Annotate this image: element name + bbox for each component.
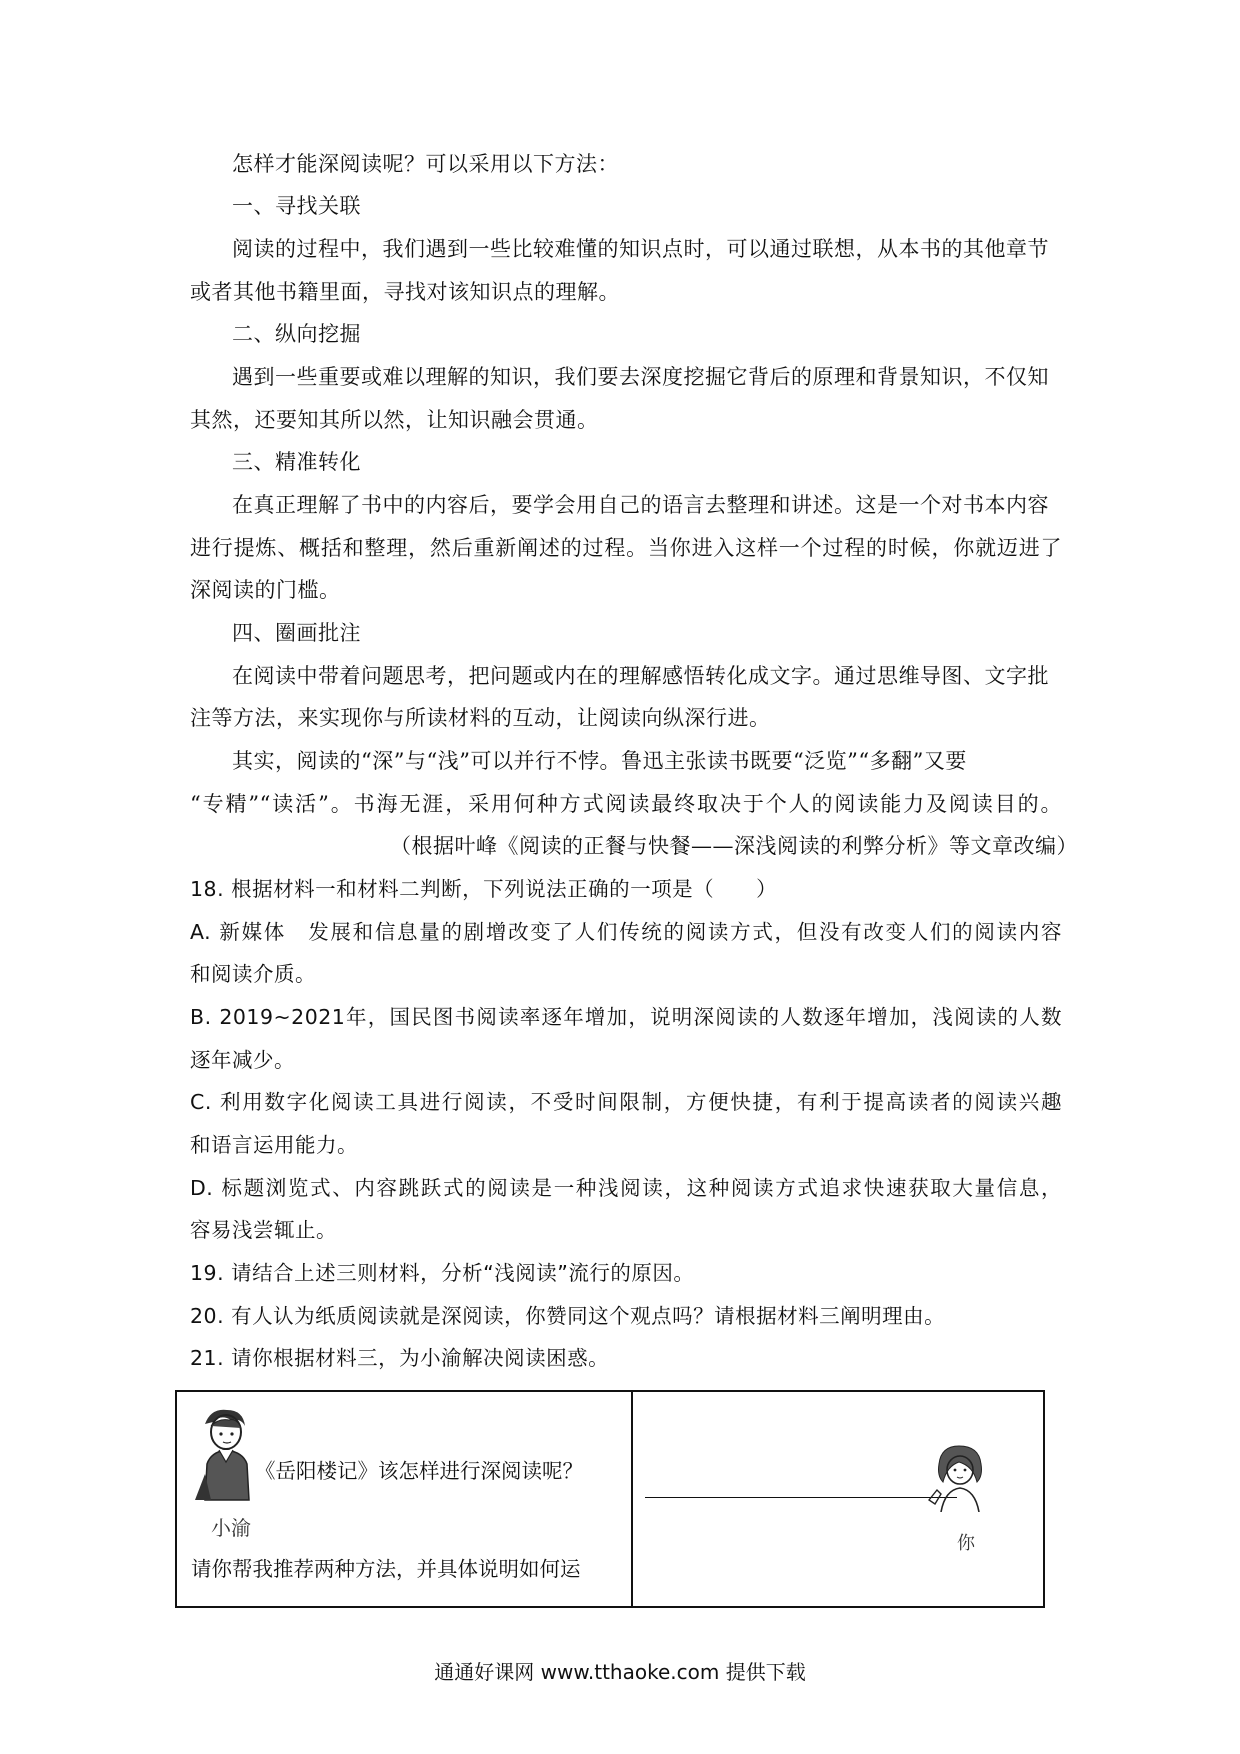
method-4-line-2: 注等方法，来实现你与所读材料的互动，让阅读向纵深行进。 [190,706,771,730]
source-note: （根据叶峰《阅读的正餐与快餐——深浅阅读的利弊分析》等文章改编） [390,834,1078,858]
option-a-line-1: A. 新媒体 发展和信息量的剧增改变了人们传统的阅读方式，但没有改变人们的阅读内容 [190,920,1062,944]
method-3-line-3: 深阅读的门槛。 [190,578,341,602]
method-1-line-1: 阅读的过程中，我们遇到一些比较难懂的知识点时，可以通过联想，从本书的其他章节 [232,237,1049,261]
girl-illustration-icon [925,1442,999,1512]
dialog-divider [631,1392,633,1606]
option-d-line-2: 容易浅尝辄止。 [190,1218,337,1242]
intro-line: 怎样才能深阅读呢？可以采用以下方法： [232,152,619,176]
footer-credit: 通通好课网 www.tthaoke.com 提供下载 [434,1660,806,1684]
option-c-line-1: C. 利用数字化阅读工具进行阅读，不受时间限制，方便快捷，有利于提高读者的阅读兴趣 [190,1090,1062,1114]
question-18: 18. 根据材料一和材料二判断，下列说法正确的一项是（ ） [190,877,778,901]
method-2-line-1: 遇到一些重要或难以理解的知识，我们要去深度挖掘它背后的原理和背景知识，不仅知 [232,365,1049,389]
question-21: 21. 请你根据材料三，为小渝解决阅读困惑。 [190,1346,610,1370]
answer-line[interactable] [645,1497,957,1498]
method-3-line-2: 进行提炼、概括和整理，然后重新阐述的过程。当你进入这样一个过程的时候，你就迈进了 [190,536,1062,560]
method-1-line-2: 或者其他书籍里面，寻找对该知识点的理解。 [190,280,620,304]
method-4-title: 四、圈画批注 [232,621,361,645]
method-3-line-1: 在真正理解了书中的内容后，要学会用自己的语言去整理和讲述。这是一个对书本内容 [232,493,1049,517]
dialog-box [175,1390,1045,1608]
option-d-line-1: D. 标题浏览式、内容跳跃式的阅读是一种浅阅读，这种阅读方式追求快速获取大量信息， [190,1176,1062,1200]
boy-illustration-icon [191,1404,257,1504]
question-20: 20. 有人认为纸质阅读就是深阅读，你赞同这个观点吗？请根据材料三阐明理由。 [190,1304,946,1328]
dialog-question: 《岳阳楼记》该怎样进行深阅读呢？ [255,1459,583,1483]
conclusion-line-1: 其实，阅读的“深”与“浅”可以并行不悖。鲁迅主张读书既要“泛览”“多翻”又要 [232,749,967,773]
method-4-line-1: 在阅读中带着问题思考，把问题或内在的理解感悟转化成文字。通过思维导图、文字批 [232,664,1049,688]
question-19: 19. 请结合上述三则材料，分析“浅阅读”流行的原因。 [190,1261,695,1285]
method-3-title: 三、精准转化 [232,450,361,474]
dialog-request: 请你帮我推荐两种方法，并具体说明如何运 [191,1557,581,1581]
you-name: 你 [957,1533,975,1554]
option-b-line-1: B. 2019~2021年，国民图书阅读率逐年增加，说明深阅读的人数逐年增加，浅阅读的人数 [190,1005,1062,1029]
option-c-line-2: 和语言运用能力。 [190,1133,358,1157]
method-2-title: 二、纵向挖掘 [232,322,361,346]
method-2-line-2: 其然，还要知其所以然，让知识融会贯通。 [190,408,599,432]
boy-name: 小渝 [211,1516,251,1540]
option-a-line-2: 和阅读介质。 [190,962,316,986]
conclusion-line-2: “专精”“读活”。书海无涯，采用何种方式阅读最终取决于个人的阅读能力及阅读目的。 [190,792,1062,816]
method-1-title: 一、寻找关联 [232,194,361,218]
option-b-line-2: 逐年减少。 [190,1048,295,1072]
